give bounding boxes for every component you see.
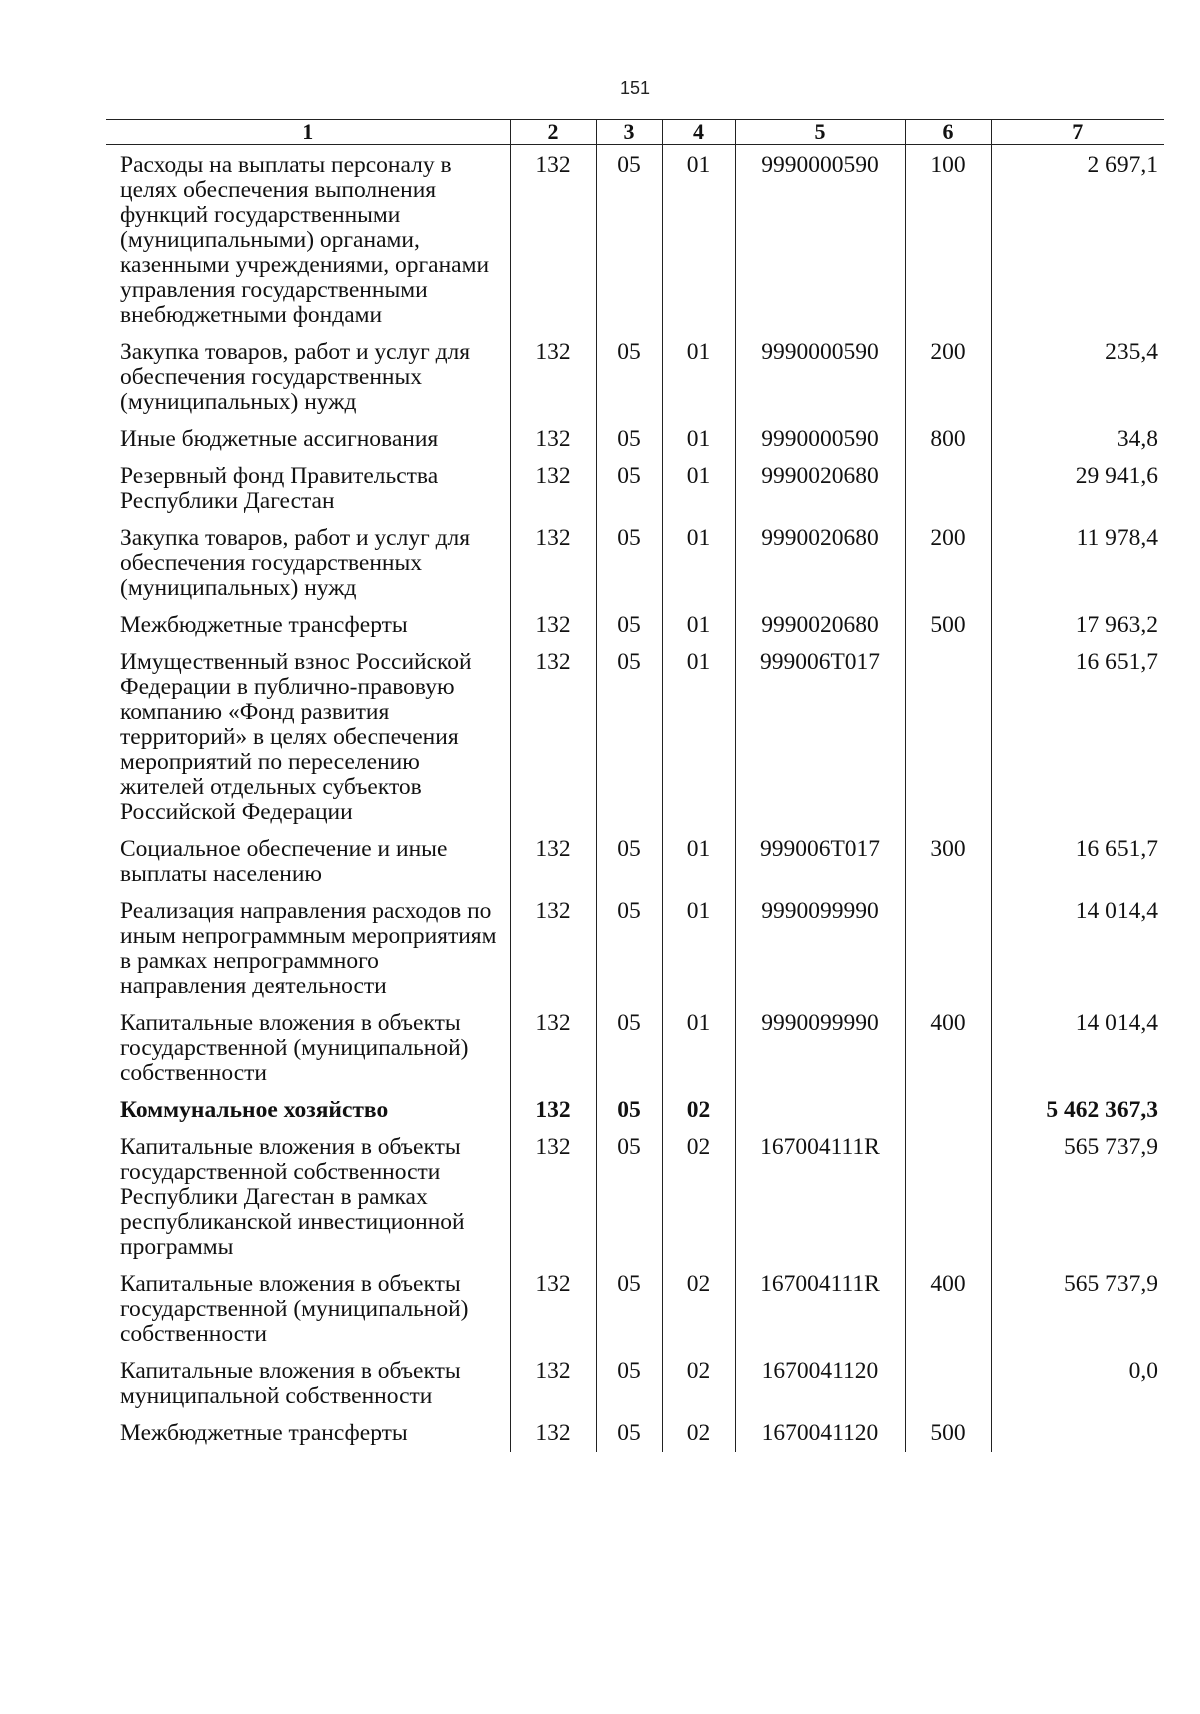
- page-number: 151: [619, 78, 651, 98]
- cell-amount: 34,8: [991, 415, 1164, 452]
- cell-amount: 0,0: [991, 1347, 1164, 1409]
- cell-ministry-code: 132: [510, 601, 596, 638]
- cell-subsection-code: 02: [662, 1086, 735, 1123]
- cell-expense-type-code: 400: [905, 999, 991, 1086]
- cell-target-code: 9990020680: [735, 601, 905, 638]
- column-header-4: 4: [662, 120, 735, 145]
- column-header-2: 2: [510, 120, 596, 145]
- cell-expense-type-code: [905, 452, 991, 514]
- cell-target-code: 9990000590: [735, 328, 905, 415]
- cell-ministry-code: 132: [510, 887, 596, 999]
- cell-subsection-code: 01: [662, 328, 735, 415]
- cell-expense-type-code: 800: [905, 415, 991, 452]
- cell-target-code: 9990099990: [735, 999, 905, 1086]
- table-row: [106, 999, 1164, 1086]
- cell-section-code: 05: [596, 415, 662, 452]
- cell-subsection-code: 02: [662, 1409, 735, 1452]
- row-description: Закупка товаров, работ и услуг для обеспечения государственных (муниципальных) нужд: [120, 525, 471, 601]
- cell-subsection-code: 01: [662, 145, 735, 329]
- row-description: Резервный фонд Правительства Республики Дагестан: [120, 463, 439, 514]
- table-row: [106, 1347, 1164, 1409]
- row-description: Капитальные вложения в объекты государственной (муниципальной) собственности: [120, 1271, 469, 1347]
- cell-ministry-code: 132: [510, 1409, 596, 1452]
- cell-expense-type-code: 200: [905, 514, 991, 601]
- table-body: [106, 145, 1164, 1453]
- column-header-3: 3: [596, 120, 662, 145]
- cell-amount: 565 737,9: [991, 1123, 1164, 1260]
- cell-subsection-code: 02: [662, 1123, 735, 1260]
- cell-target-code: 9990020680: [735, 514, 905, 601]
- cell-section-code: 05: [596, 1347, 662, 1409]
- row-description: Капитальные вложения в объекты муниципальной собственности: [120, 1358, 461, 1409]
- cell-subsection-code: 01: [662, 415, 735, 452]
- cell-expense-type-code: 500: [905, 1409, 991, 1452]
- cell-expense-type-code: 200: [905, 328, 991, 415]
- cell-ministry-code: 132: [510, 1347, 596, 1409]
- cell-ministry-code: 132: [510, 999, 596, 1086]
- table-row: [106, 415, 1164, 452]
- cell-ministry-code: 132: [510, 415, 596, 452]
- cell-amount: 5 462 367,3: [991, 1086, 1164, 1123]
- row-description: Имущественный взнос Российской Федерации в публично-правовую компанию «Фонд развития территорий» в целях обеспечения мероприятий по переселению жителей отдельных субъектов Российской Федерации: [120, 649, 472, 825]
- row-description: Реализация направления расходов по иным непрограммным мероприятиям в рамках непрограммного направления деятельности: [120, 898, 497, 999]
- cell-section-code: 05: [596, 887, 662, 999]
- cell-target-code: 999006Т017: [735, 638, 905, 825]
- cell-section-code: 05: [596, 638, 662, 825]
- table-row: [106, 601, 1164, 638]
- cell-subsection-code: 02: [662, 1260, 735, 1347]
- cell-expense-type-code: 500: [905, 601, 991, 638]
- budget-table: [106, 119, 1164, 1452]
- cell-section-code: 05: [596, 1123, 662, 1260]
- row-description: Расходы на выплаты персоналу в целях обеспечения выполнения функций государственными (муниципальными) органами, казенными учреждениями, органами управления государственными внебюджетными фондами: [120, 152, 490, 328]
- row-description: Капитальные вложения в объекты государственной собственности Республики Дагестан в рамках республиканской инвестиционной программы: [120, 1134, 465, 1260]
- cell-section-code: 05: [596, 145, 662, 329]
- cell-section-code: 05: [596, 328, 662, 415]
- cell-subsection-code: 02: [662, 1347, 735, 1409]
- table-row-section-total: [106, 1086, 1164, 1123]
- cell-subsection-code: 01: [662, 638, 735, 825]
- cell-subsection-code: 01: [662, 999, 735, 1086]
- cell-amount: 565 737,9: [991, 1260, 1164, 1347]
- table-row: [106, 638, 1164, 825]
- cell-amount: 11 978,4: [991, 514, 1164, 601]
- cell-ministry-code: 132: [510, 1086, 596, 1123]
- cell-subsection-code: 01: [662, 825, 735, 887]
- table-row: [106, 514, 1164, 601]
- cell-amount: 14 014,4: [991, 999, 1164, 1086]
- cell-target-code: 1670041120: [735, 1409, 905, 1452]
- cell-amount: 16 651,7: [991, 638, 1164, 825]
- table-row: [106, 1260, 1164, 1347]
- table-row: [106, 145, 1164, 329]
- cell-amount: 14 014,4: [991, 887, 1164, 999]
- cell-expense-type-code: [905, 1086, 991, 1123]
- cell-target-code: 999006Т017: [735, 825, 905, 887]
- cell-target-code: 9990099990: [735, 887, 905, 999]
- column-header-7: 7: [991, 120, 1164, 145]
- table-row: [106, 452, 1164, 514]
- cell-target-code: 9990020680: [735, 452, 905, 514]
- cell-subsection-code: 01: [662, 514, 735, 601]
- cell-expense-type-code: 100: [905, 145, 991, 329]
- cell-amount: 235,4: [991, 328, 1164, 415]
- cell-ministry-code: 132: [510, 328, 596, 415]
- row-description: Межбюджетные трансферты: [120, 1420, 408, 1446]
- cell-expense-type-code: 300: [905, 825, 991, 887]
- cell-section-code: 05: [596, 452, 662, 514]
- table-row: [106, 1409, 1164, 1452]
- cell-target-code: 9990000590: [735, 145, 905, 329]
- table-row: [106, 887, 1164, 999]
- cell-expense-type-code: [905, 638, 991, 825]
- cell-subsection-code: 01: [662, 887, 735, 999]
- column-header-6: 6: [905, 120, 991, 145]
- cell-section-code: 05: [596, 1086, 662, 1123]
- table-row: [106, 825, 1164, 887]
- row-description: Социальное обеспечение и иные выплаты населению: [120, 836, 448, 887]
- cell-ministry-code: 132: [510, 452, 596, 514]
- table-row: [106, 1123, 1164, 1260]
- cell-section-code: 05: [596, 514, 662, 601]
- cell-expense-type-code: 400: [905, 1260, 991, 1347]
- cell-subsection-code: 01: [662, 452, 735, 514]
- column-header-1: 1: [106, 120, 510, 145]
- cell-amount: 2 697,1: [991, 145, 1164, 329]
- cell-subsection-code: 01: [662, 601, 735, 638]
- cell-expense-type-code: [905, 887, 991, 999]
- cell-amount: [991, 1409, 1164, 1452]
- row-description: Капитальные вложения в объекты государственной (муниципальной) собственности: [120, 1010, 469, 1086]
- cell-section-code: 05: [596, 825, 662, 887]
- row-description: Иные бюджетные ассигнования: [120, 426, 439, 452]
- row-description: Межбюджетные трансферты: [120, 612, 408, 638]
- row-description: Коммунальное хозяйство: [120, 1097, 389, 1123]
- cell-ministry-code: 132: [510, 825, 596, 887]
- cell-section-code: 05: [596, 1260, 662, 1347]
- cell-expense-type-code: [905, 1123, 991, 1260]
- cell-section-code: 05: [596, 999, 662, 1086]
- table-header-row: [106, 120, 1164, 145]
- row-description: Закупка товаров, работ и услуг для обеспечения государственных (муниципальных) нужд: [120, 339, 471, 415]
- cell-expense-type-code: [905, 1347, 991, 1409]
- cell-ministry-code: 132: [510, 145, 596, 329]
- column-header-5: 5: [735, 120, 905, 145]
- cell-section-code: 05: [596, 601, 662, 638]
- cell-section-code: 05: [596, 1409, 662, 1452]
- table-row: [106, 328, 1164, 415]
- cell-amount: 16 651,7: [991, 825, 1164, 887]
- cell-ministry-code: 132: [510, 514, 596, 601]
- cell-amount: 29 941,6: [991, 452, 1164, 514]
- cell-target-code: 167004111R: [735, 1123, 905, 1260]
- cell-ministry-code: 132: [510, 1123, 596, 1260]
- cell-target-code: [735, 1086, 905, 1123]
- cell-target-code: 1670041120: [735, 1347, 905, 1409]
- cell-target-code: 9990000590: [735, 415, 905, 452]
- cell-amount: 17 963,2: [991, 601, 1164, 638]
- cell-ministry-code: 132: [510, 638, 596, 825]
- cell-target-code: 167004111R: [735, 1260, 905, 1347]
- cell-ministry-code: 132: [510, 1260, 596, 1347]
